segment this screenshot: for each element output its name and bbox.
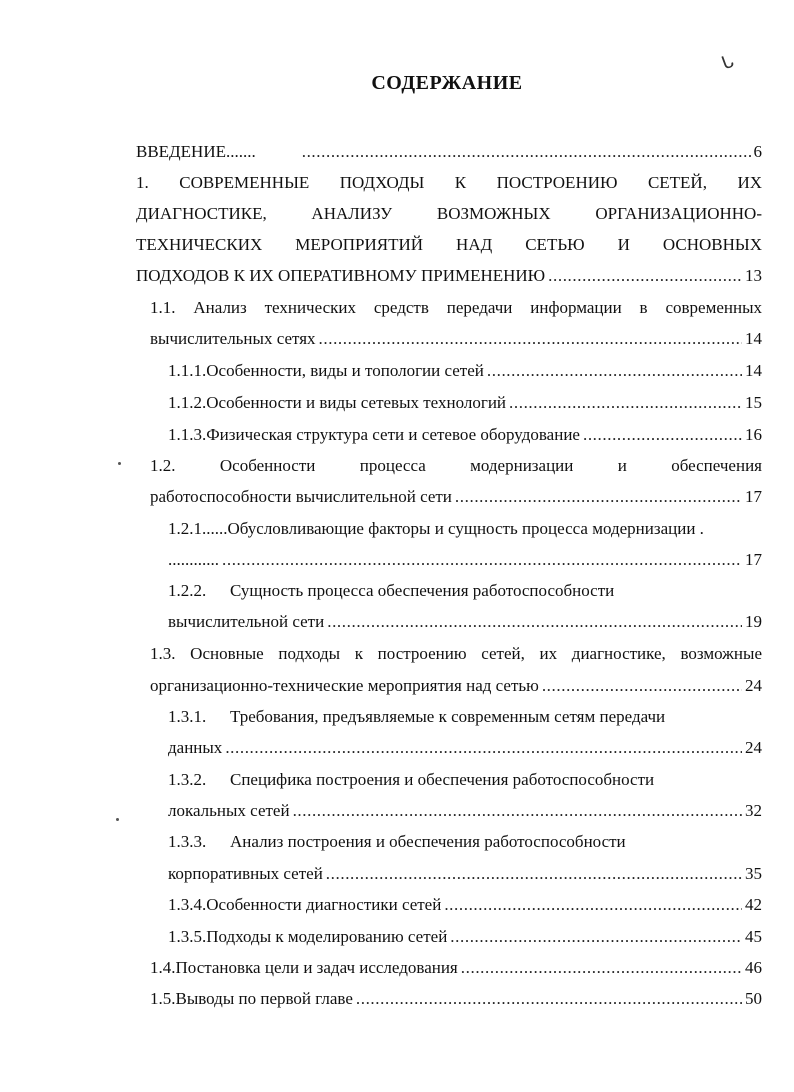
page-number: 45 [745, 927, 762, 946]
toc-label: Анализ построения и обеспечения работоспособности [230, 832, 626, 851]
toc-entry-intro [136, 140, 762, 164]
toc-entry-1-2-2-line2 [168, 610, 762, 634]
page-number: 19 [745, 612, 762, 631]
toc-label: локальных сетей [168, 801, 290, 820]
section-number: 1.5. [150, 989, 176, 1008]
dot-leader [356, 987, 742, 1011]
page-number: 24 [745, 738, 762, 757]
section-number: 1.3.3. [168, 832, 207, 851]
section-number: 1.3.4. [168, 895, 207, 914]
toc-entry-ch1-line2: ДИАГНОСТИКЕ, АНАЛИЗУ ВОЗМОЖНЫХ ОРГАНИЗАЦИОННО- [136, 204, 762, 223]
toc-entry-1-1-2 [168, 391, 762, 415]
page-number: 14 [745, 361, 762, 380]
toc-label: организационно-технические мероприятия над сетью [150, 676, 539, 695]
dot-leader [319, 327, 742, 351]
page-number: 35 [745, 864, 762, 883]
dot-leader [326, 862, 742, 886]
handwritten-mark: ᒐ [718, 50, 737, 74]
toc-label: 1.2.1......Обусловливающие факторы и сущность процесса модернизации . [168, 519, 704, 538]
toc-label: Особенности диагностики сетей [206, 895, 442, 914]
page-title: СОДЕРЖАНИЕ [371, 72, 523, 94]
toc-entry-1-3-2-line2 [168, 799, 762, 823]
toc-label: Специфика построения и обеспечения работоспособности [230, 770, 655, 789]
toc-entry-1-3-1-line2 [168, 736, 762, 760]
toc-label: вычислительной сети [168, 612, 325, 631]
page-number: 16 [745, 425, 762, 444]
toc-entry-1-1-1 [168, 359, 762, 383]
toc-entry-1-5 [150, 987, 762, 1011]
section-number: 1.1.3. [168, 425, 207, 444]
toc-label: Подходы к моделированию сетей [206, 927, 448, 946]
dot-leader [444, 893, 742, 917]
scan-speck [116, 818, 119, 821]
toc-entry-ch1-line1: 1. СОВРЕМЕННЫЕ ПОДХОДЫ К ПОСТРОЕНИЮ СЕТЕЙ, ИХ [136, 173, 762, 192]
toc-entry-1-4 [150, 956, 762, 980]
toc-entry-1-3-4 [168, 893, 762, 917]
dot-leader [455, 485, 742, 509]
toc-entry-1-3-1-line1 [168, 705, 762, 729]
section-number: 1.3.2. [168, 770, 207, 789]
toc-entry-1-2-1-line1 [168, 517, 762, 541]
toc-entry-1-1-line1: 1.1. Анализ технических средств передачи информации в современных [150, 298, 762, 317]
toc-label: Выводы по первой главе [175, 989, 353, 1008]
page-number: 17 [745, 487, 762, 506]
toc-label: Особенности, виды и топологии сетей [206, 361, 484, 380]
page-number: 42 [745, 895, 762, 914]
page-number: 24 [745, 676, 762, 695]
section-number: 1.4. [150, 958, 176, 977]
dot-leader [225, 736, 742, 760]
toc-label: работоспособности вычислительной сети [150, 487, 452, 506]
toc-label: ПОДХОДОВ К ИХ ОПЕРАТИВНОМУ ПРИМЕНЕНИЮ [136, 266, 546, 285]
dot-leader [302, 140, 751, 164]
toc-entry-1-2-line1: 1.2. Особенности процесса модернизации и обеспечения [150, 456, 762, 475]
page-number: 13 [745, 266, 762, 285]
toc-label: Сущность процесса обеспечения работоспособности [230, 581, 615, 600]
dot-leader [542, 674, 742, 698]
page-number: 14 [745, 329, 762, 348]
page-number: 50 [745, 989, 762, 1008]
toc-label: ............ [168, 550, 219, 569]
dot-leader [450, 925, 742, 949]
toc-entry-ch1-line4 [136, 264, 762, 288]
toc-label: данных [168, 738, 223, 757]
toc-label: Требования, предъявляемые к современным сетям передачи [230, 707, 666, 726]
section-number: 1.1.2. [168, 393, 207, 412]
page-number: 6 [753, 142, 762, 161]
toc-entry-1-3-line2 [150, 674, 762, 698]
section-number: 1.3.1. [168, 707, 207, 726]
page-number: 46 [745, 958, 762, 977]
section-number: 1.2.2. [168, 581, 207, 600]
toc-label: Физическая структура сети и сетевое оборудование [206, 425, 580, 444]
page-number: 15 [745, 393, 762, 412]
dot-leader [293, 799, 742, 823]
dot-leader [509, 391, 742, 415]
page-number: 32 [745, 801, 762, 820]
toc-entry-1-3-5 [168, 925, 762, 949]
toc-label: ВВЕДЕНИЕ....... [136, 142, 256, 161]
toc-entry-1-2-1-line2 [168, 548, 762, 572]
toc-entry-1-1-3 [168, 423, 762, 447]
dot-leader [461, 956, 742, 980]
dot-leader [487, 359, 742, 383]
dot-leader [583, 423, 742, 447]
section-number: 1.3.5. [168, 927, 207, 946]
dot-leader [222, 548, 742, 572]
toc-label: Особенности и виды сетевых технологий [206, 393, 507, 412]
page-number: 17 [745, 550, 762, 569]
toc-entry-1-3-3-line2 [168, 862, 762, 886]
toc-label: корпоративных сетей [168, 864, 323, 883]
toc-entry-ch1-line3: ТЕХНИЧЕСКИХ МЕРОПРИЯТИЙ НАД СЕТЬЮ И ОСНОВНЫХ [136, 235, 762, 254]
toc-entry-1-1-line2 [150, 327, 762, 351]
toc-label: Постановка цели и задач исследования [175, 958, 458, 977]
toc-entry-1-3-2-line1 [168, 768, 762, 792]
dot-leader [327, 610, 742, 634]
toc-entry-1-3-line1: 1.3. Основные подходы к построению сетей, их диагностике, возможные [150, 644, 762, 663]
toc-label: вычислительных сетях [150, 329, 316, 348]
toc-entry-1-2-line2 [150, 485, 762, 509]
toc-entry-1-3-3-line1 [168, 830, 762, 854]
scan-speck [118, 462, 121, 465]
dot-leader [548, 264, 742, 288]
section-number: 1.1.1. [168, 361, 207, 380]
toc-entry-1-2-2-line1 [168, 579, 762, 603]
